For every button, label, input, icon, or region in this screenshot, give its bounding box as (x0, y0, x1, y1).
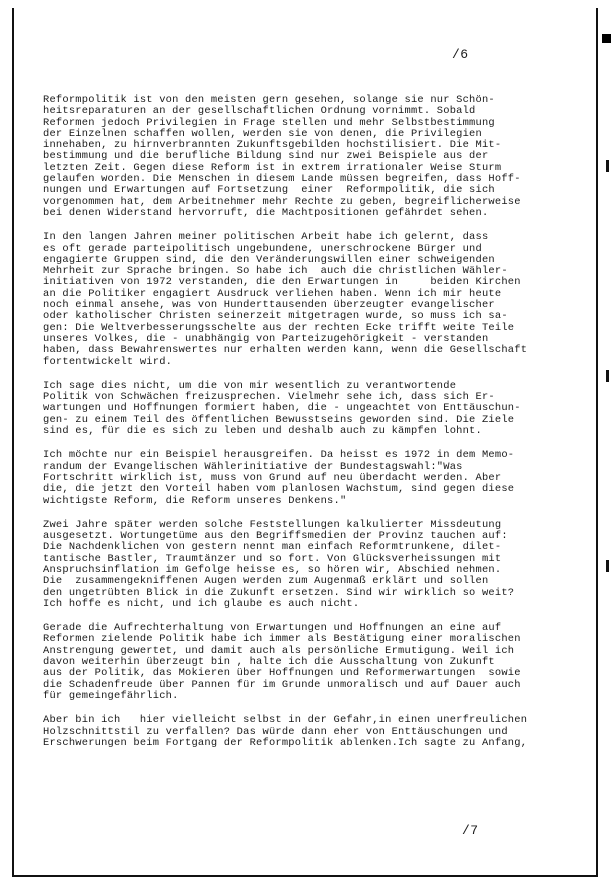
page-number-top: /6 (452, 47, 469, 62)
paragraph: Zwei Jahre später werden solche Feststellungen kalkulierter Missdeutung ausgesetzt. Wortungetüme aus den Begriffsmedien der Provinz tauchen auf: Die Nachdenklichen von gestern nennt man einfach Reformtrunkene, dilet- tantische Bastler, Traumtänzer und so fort. Von Glücksverheissungen mit Anspruchsinflation im Gefolge heisse es, so hören wir, Abschied nehmen. Die zusammengekniffenen Augen werden zum Augenmaß erklärt und sollen den ungetrübten Blick in die Zukunft ersetzen. Sind wir wirklich so weit? Ich hoffe es nicht, und ich glaube es auch nicht. (43, 518, 515, 610)
scan-corner-mark (602, 34, 611, 43)
scan-edge-mark (606, 560, 609, 572)
paragraph: Ich sage dies nicht, um die von mir wesentlich zu verantwortende Politik von Schwächen freizusprechen. Vielmehr sehe ich, dass sich Er- wartungen und Hoffnungen formiert haben, die - ungeachtet von Enttäuschun- gen- zu einem Teil des öffentlichen Bewusstseins geworden sind. Die Ziele sind es, für die es sich zu leben und deshalb auch zu kämpfen lohnt. (43, 379, 521, 438)
paragraph: In den langen Jahren meiner politischen Arbeit habe ich gelernt, dass es oft gerade parteipolitisch ungebundene, unerschrockene Bürger und engagierte Gruppen sind, die den Veränderungswillen einer schweigenden Mehrheit zur Sprache bringen. So habe ich auch die christlichen Wähler- initiativen von 1972 verstanden, die den Erwartungen in beiden Kirchen an die Politiker engagiert Ausdruck verliehen haben. Wenn ich mir heute noch einmal ansehe, was von Hunderttausenden überzeugter evangelischer oder katholischer Christen seinerzeit mitgetragen wurde, so muss ich sa- gen: Die Weltverbesserungsschelte aus der rechten Ecke trifft weite Teile unseres Volkes, die - unabhängig von Parteizugehörigkeit - verstanden haben, dass Bewahrenswertes nur erhalten werden kann, wenn die Gesellschaft fortentwickelt wird. (43, 231, 528, 368)
scan-edge-mark (606, 160, 609, 172)
page-number-bottom: /7 (462, 823, 479, 838)
document-body (43, 95, 593, 762)
scan-edge-mark (606, 370, 609, 382)
paragraph: Aber bin ich hier vielleicht selbst in der Gefahr,in einen unerfreulichen Holzschnittstil zu verfallen? Das würde dann eher von Enttäuschungen und Erschwerungen beim Fortgang der Reformpolitik ablenken.Ich sagte zu Anfang, (43, 714, 528, 749)
paragraph: Ich möchte nur ein Beispiel herausgreifen. Da heisst es 1972 in dem Memo- randum der Evangelischen Wählerinitiative der Bundestagswahl:"Was Fortschritt wirklich ist, muss von Grund auf neu überdacht werden. Aber die, die jetzt den Vorteil haben vom planlosen Wachstum, sind gegen diese wichtigste Reform, die Reform unseres Denkens." (43, 449, 515, 507)
paragraph: Reformpolitik ist von den meisten gern gesehen, solange sie nur Schön- heitsreparaturen an der gesellschaftlichen Ordnung vornimmt. Sobald Reformen jedoch Privilegien in Frage stellen und mehr Selbstbestimmung der Einzelnen schaffen wollen, werden sie von denen, die Privilegien innehaben, zu hirnverbrannten Zukunftsgebilden hochstilisiert. Die Mit- bestimmung und die berufliche Bildung sind nur zwei Beispiele aus der letzten Zeit. Gegen diese Reform ist in extrem irrationaler Weise Sturm gelaufen worden. Die Menschen in diesem Lande müssen begreifen, dass Hoff- nungen und Erwartungen auf Fortsetzung einer Reformpolitik, die sich vorgenommen hat, dem Arbeitnehmer mehr Rechte zu geben, begreiflicherweise bei denen Widerstand hervorruft, die Machtpositionen gefährdet sehen. (43, 94, 521, 219)
paragraph: Gerade die Aufrechterhaltung von Erwartungen und Hoffnungen an eine auf Reformen zielende Politik habe ich immer als Bestätigung einer moralischen Anstrengung gewertet, und damit auch als persönliche Ermutigung. Weil ich davon weiterhin überzeugt bin , halte ich die Ausschaltung von Zukunft aus der Politik, das Mokieren über Hoffnungen und Reformerwartungen sowie die Schadenfreude über Pannen für im Grunde unmoralisch und auf Dauer auch für gemeingefährlich. (43, 622, 521, 702)
